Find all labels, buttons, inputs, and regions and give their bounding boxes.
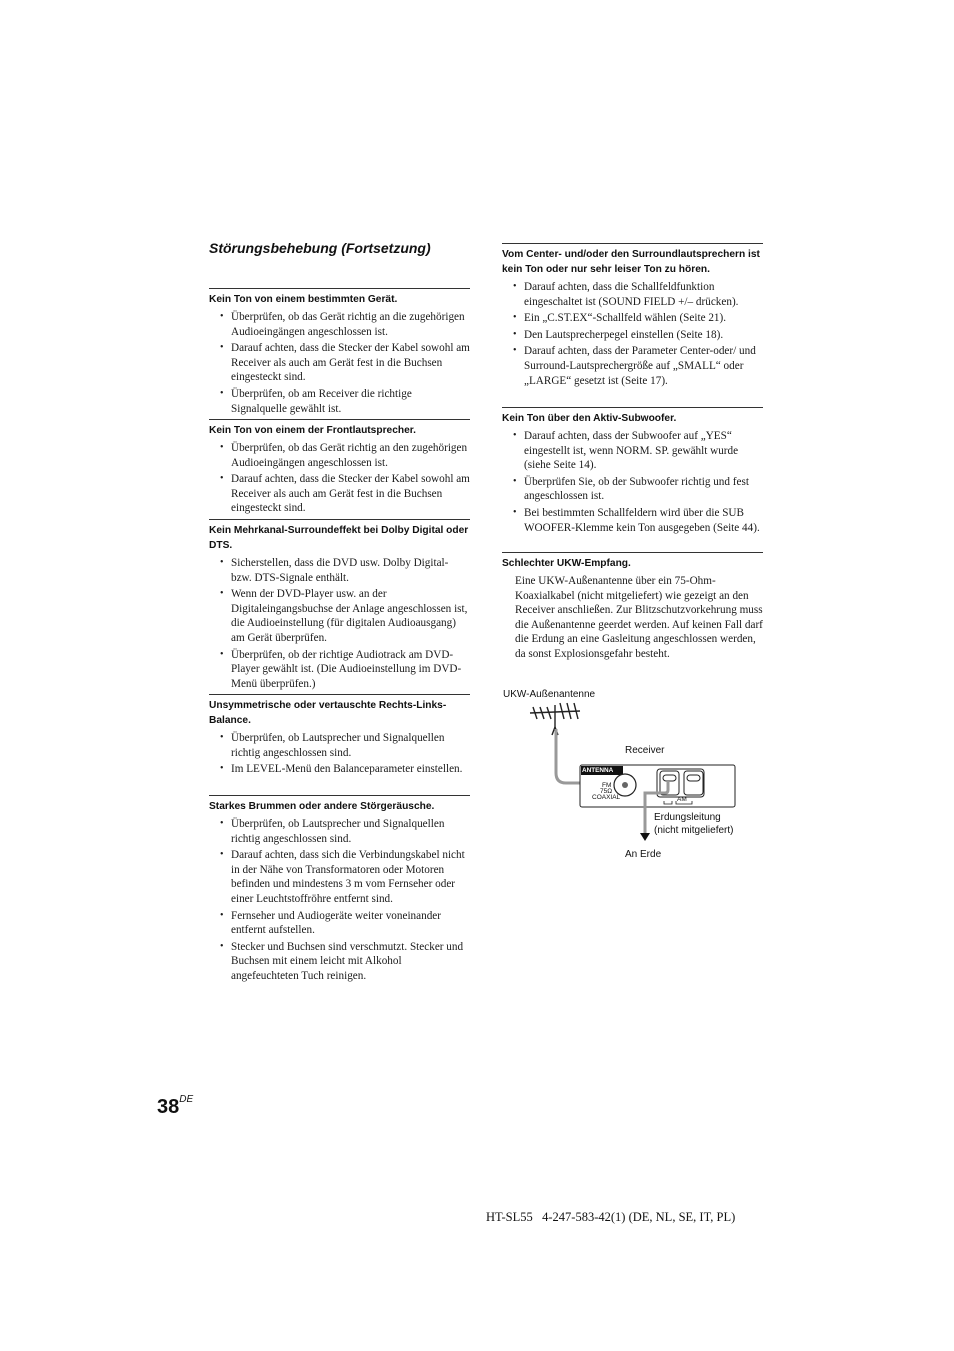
- page-number-value: 38: [157, 1096, 180, 1118]
- section-heading: Kein Mehrkanal-Surroundeffekt bei Dolby Digital oder DTS.: [209, 525, 469, 551]
- section-paragraph: Eine UKW-Außenantenne über ein 75-Ohm-Koaxialkabel (nicht mitgeliefert) wie gezeigt an den Receiver anschließen. Zur Blitzschutzvorkehrung muss die Außenantenne geerdet werden. Auf keinen Fall darf die Erdung an eine Gasleitung angeschlossen werden, da sonst Explosionsgefahr besteht.: [515, 575, 763, 660]
- earth-label: An Erde: [625, 849, 662, 860]
- list-item: • Überprüfen Sie, ob der Subwoofer richtig und fest angeschlossen ist.: [502, 475, 763, 504]
- list-item: • Darauf achten, dass der Parameter Center-oder/ und Surround-Lautsprechergröße auf „SMALL“ oder „LARGE“ gesetzt ist (Seite 17).: [502, 344, 763, 388]
- section-title: Störungsbehebung (Fortsetzung): [209, 240, 431, 256]
- section-heading: Unsymmetrische oder vertauschte Rechts-Links-Balance.: [209, 700, 447, 726]
- list-item: • Im LEVEL-Menü den Balanceparameter einstellen.: [209, 762, 470, 777]
- footer-model-info: HT-SL55 4-247-583-42(1) (DE, NL, SE, IT, PL): [486, 1210, 736, 1224]
- section-heading: Starkes Brummen oder andere Störgeräusche.: [209, 801, 435, 812]
- section-heading: Kein Ton von einem bestimmten Gerät.: [209, 294, 398, 305]
- antenna-diagram: [500, 685, 770, 865]
- coaxial-label: COAXIAL: [592, 794, 621, 801]
- list-item: • Darauf achten, dass der Subwoofer auf „YES“ eingestellt ist, wenn NORM. SP. gewählt wurde (siehe Seite 14).: [502, 429, 763, 473]
- list-item: • Überprüfen, ob der richtige Audiotrack am DVD-Player gewählt ist. (Die Audioeinstellung im DVD-Menü überprüfen.): [209, 648, 470, 692]
- antenna-panel-label: ANTENNA: [582, 767, 614, 774]
- ground-arrow-icon: [640, 833, 650, 841]
- list-item: • Darauf achten, dass die Schallfeldfunktion eingeschaltet ist (SOUND FIELD +/– drücken).: [502, 280, 763, 309]
- am-label: AM: [677, 796, 687, 803]
- list-item: • Wenn der DVD-Player usw. an der Digitaleingangsbuchse der Anlage angeschlossen ist, die Audioeinstellung (für digitalen Audioausgang) am Gerät überprüfen.: [209, 587, 470, 645]
- page-number: [157, 1096, 193, 1119]
- section-hum-noise: [209, 795, 470, 986]
- ground-wire-note: (nicht mitgeliefert): [654, 825, 734, 836]
- list-item: • Darauf achten, dass die Stecker der Kabel sowohl am Receiver als auch am Gerät fest in die Buchsen eingesteckt sind.: [209, 472, 470, 516]
- list-item: • Überprüfen, ob Lautsprecher und Signalquellen richtig angeschlossen sind.: [209, 731, 470, 760]
- section-heading: Kein Ton von einem der Frontlautsprecher.: [209, 425, 416, 436]
- list-item: • Stecker und Buchsen sind verschmutzt. Stecker und Buchsen mit einem leicht mit Alkohol angefeuchteten Tuch reinigen.: [209, 940, 470, 984]
- list-item: • Darauf achten, dass die Stecker der Kabel sowohl am Receiver als auch am Gerät fest in die Buchsen eingesteckt sind.: [209, 341, 470, 385]
- section-fm-reception: [502, 552, 763, 662]
- list-item: • Fernseher und Audiogeräte weiter voneinander entfernt aufstellen.: [209, 909, 470, 938]
- list-item: • Überprüfen, ob Lautsprecher und Signalquellen richtig angeschlossen sind.: [209, 817, 470, 846]
- section-heading: Schlechter UKW-Empfang.: [502, 558, 631, 569]
- section-heading: Vom Center- und/oder den Surroundlautsprechern ist kein Ton oder nur sehr leiser Ton zu hören.: [502, 249, 760, 275]
- section-no-sound-front: [209, 419, 470, 518]
- fm-label: FM: [602, 782, 612, 789]
- section-no-subwoofer: [502, 407, 763, 537]
- ohm-label: 75Ω: [600, 788, 613, 795]
- list-item: • Überprüfen, ob das Gerät richtig an die zugehörigen Audioeingängen angeschlossen ist.: [209, 310, 470, 339]
- list-item: • Darauf achten, dass sich die Verbindungskabel nicht in der Nähe von Transformatoren oder Motoren befinden und mindestens 3 m vom Fernseher oder einer Leuchtstoffröhre entfernt sind.: [209, 848, 470, 906]
- list-item: • Ein „C.ST.EX“-Schallfeld wählen (Seite 21).: [502, 311, 763, 326]
- section-no-surround: [209, 519, 470, 693]
- antenna-label: UKW-Außenantenne: [503, 689, 596, 700]
- list-item: • Überprüfen, ob am Receiver die richtige Signalquelle gewählt ist.: [209, 387, 470, 416]
- ground-wire-label: Erdungsleitung: [654, 812, 721, 823]
- section-balance: [209, 694, 470, 779]
- list-item: • Sicherstellen, dass die DVD usw. Dolby Digital- bzw. DTS-Signale enthält.: [209, 556, 470, 585]
- section-no-center-surround: [502, 243, 763, 390]
- section-no-sound-device: [209, 288, 470, 418]
- page-number-suffix: DE: [179, 1094, 194, 1106]
- list-item: • Überprüfen, ob das Gerät richtig an den zugehörigen Audioeingängen angeschlossen ist.: [209, 441, 470, 470]
- list-item: • Bei bestimmten Schallfeldern wird über die SUB WOOFER-Klemme kein Ton ausgegeben (Seite 44).: [502, 506, 763, 535]
- list-item: • Den Lautsprecherpegel einstellen (Seite 18).: [502, 328, 763, 343]
- receiver-label: Receiver: [625, 745, 665, 756]
- section-heading: Kein Ton über den Aktiv-Subwoofer.: [502, 413, 677, 424]
